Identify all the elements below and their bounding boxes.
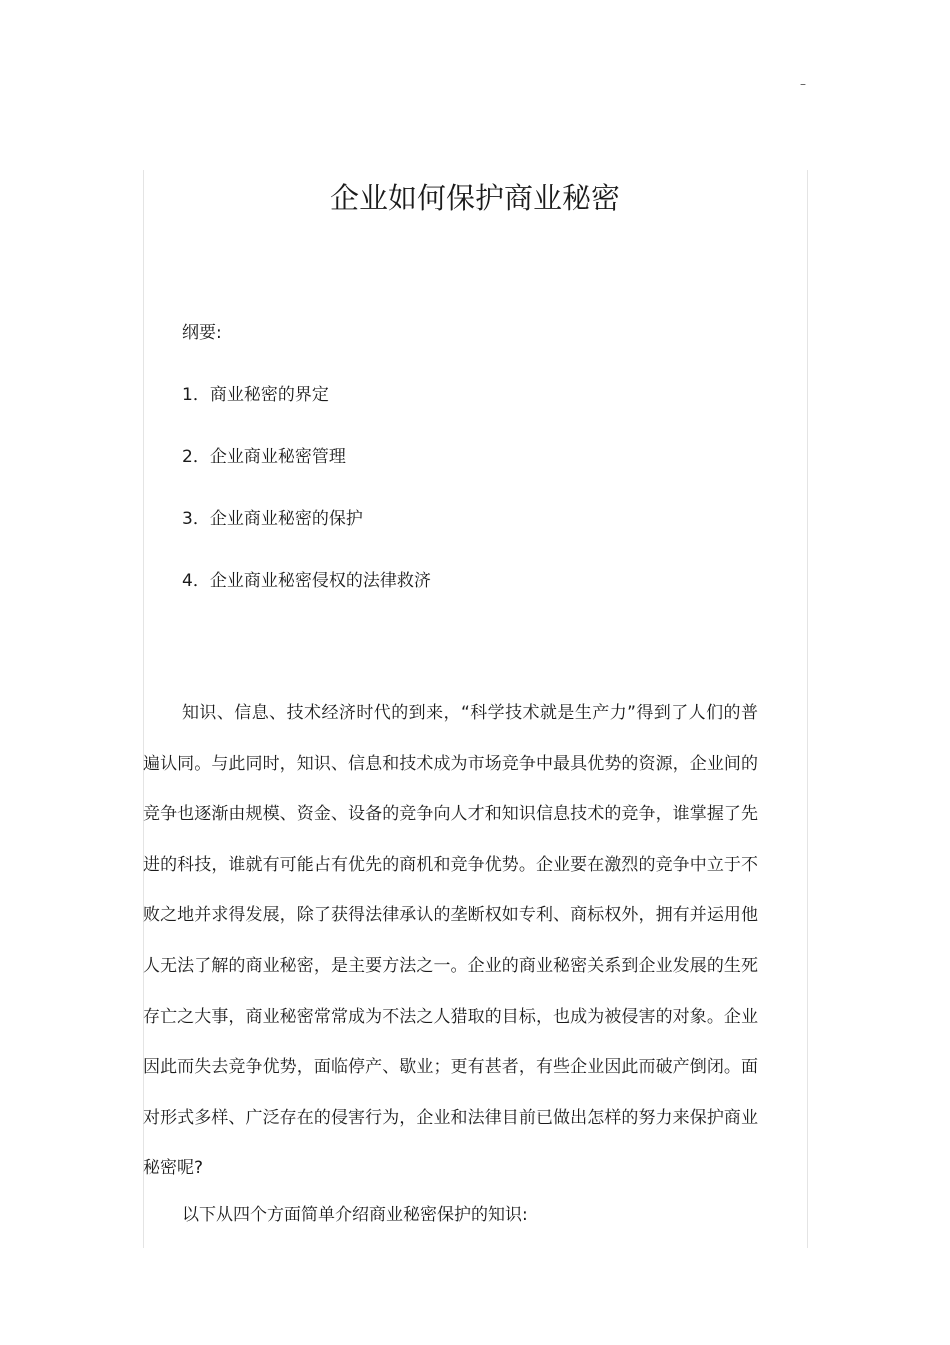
outline-item: 3．企业商业秘密的保护	[182, 509, 363, 529]
document-title: 企业如何保护商业秘密	[329, 181, 620, 215]
intro-paragraph: 知识、信息、技术经济时代的到来，“科学技术就是生产力”得到了人们的普遍认同。与此同时，知识、信息和技术成为市场竞争中最具优势的资源，企业间的竞争也逐渐由规模、资金、设备的竞争向人才和知识信息技术的竞争，谁掌握了先进的科技，谁就有可能占有优先的商机和竞争优势。企业要在激烈的竞争中立于不败之地并求得发展，除了获得法律承认的垄断权如专利、商标权外，拥有并运用他人无法了解的商业秘密，是主要方法之一。企业的商业秘密关系到企业发展的生死存亡之大事，商业秘密常常成为不法之人猎取的目标，也成为被侵害的对象。企业因此而失去竞争优势，面临停产、歇业；更有甚者，有些企业因此而破产倒闭。面对形式多样、广泛存在的侵害行为，企业和法律目前已做出怎样的努力来保护商业秘密呢?	[143, 703, 758, 1179]
page-corner-mark: –	[800, 77, 806, 91]
outline-item: 4．企业商业秘密侵权的法律救济	[182, 571, 431, 591]
outline-list	[182, 382, 431, 630]
outline-item: 2．企业商业秘密管理	[182, 447, 346, 467]
closing-line: 以下从四个方面简单介绍商业秘密保护的知识:	[182, 1205, 528, 1225]
outline-label: 纲要:	[182, 323, 222, 343]
outline-item: 1．商业秘密的界定	[182, 385, 329, 405]
